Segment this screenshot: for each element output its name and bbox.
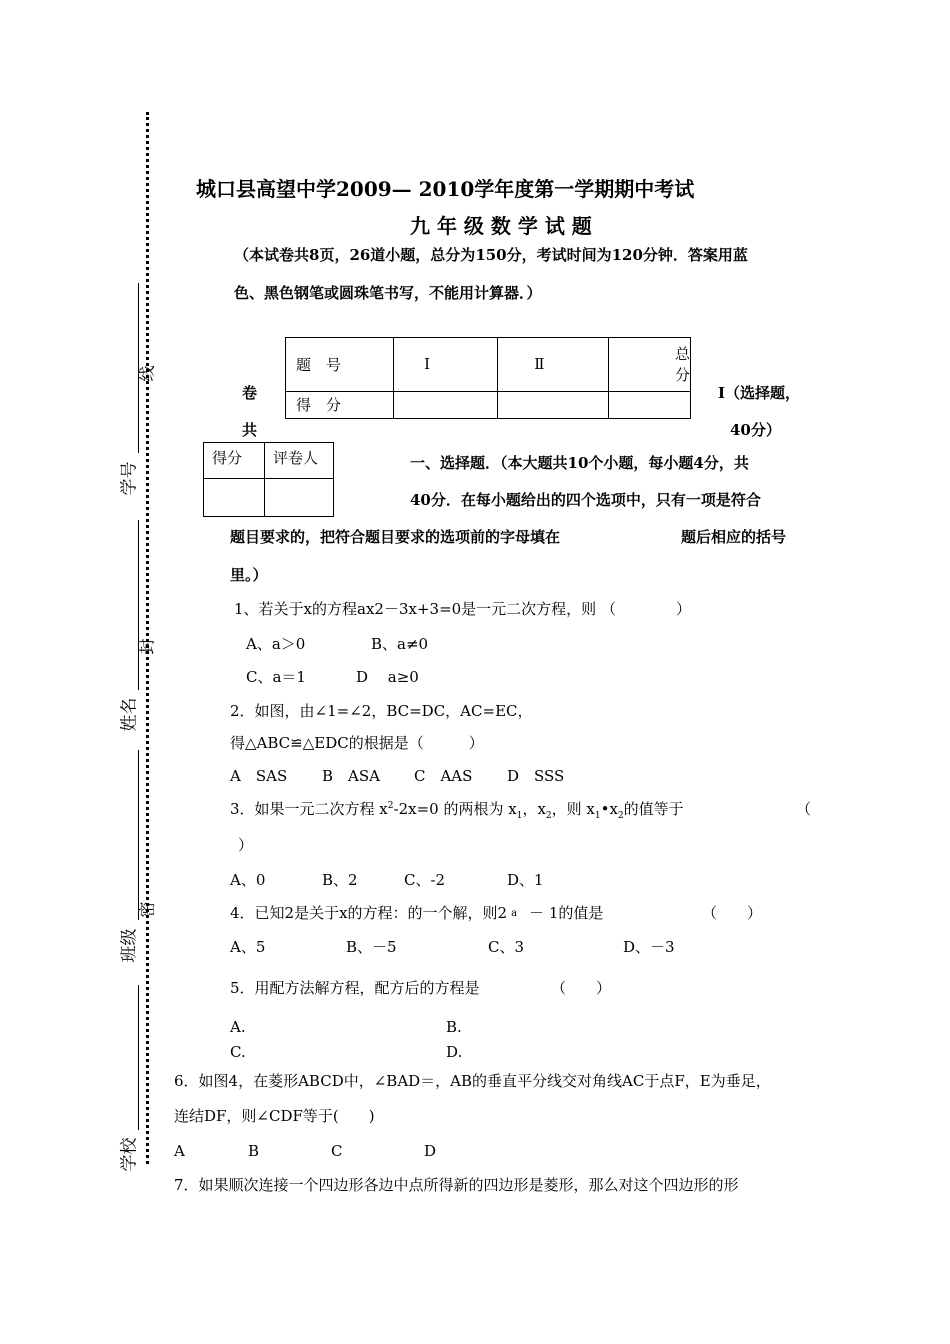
q2-option-a[interactable]: A SAS [230,767,288,785]
gong-char: 共 [242,421,258,439]
q6-option-d[interactable]: D [424,1142,437,1160]
grader-name-label: 评卷人 [265,443,334,479]
q4-paren: （ ） [702,904,763,922]
q4-option-c[interactable]: C、3 [488,938,525,956]
question-6-line2: 连结DF，则∠CDF等于( ) [174,1107,375,1125]
q6-option-c[interactable]: C [331,1142,343,1160]
grader-score-label: 得分 [204,443,265,479]
question-5: 5．用配方法解方程，配方后的方程是 [230,979,480,997]
q1-option-a[interactable]: A、a＞0 [246,635,306,653]
q5-option-c[interactable]: C. [230,1043,246,1061]
q4-option-a[interactable]: A、5 [230,938,266,956]
q4-option-d[interactable]: D、－3 [623,938,675,956]
seal-word-line: 线 [137,365,157,382]
q1-option-b[interactable]: B、a≠0 [371,635,429,653]
q2-option-d[interactable]: D SSS [507,767,565,785]
grader-score-cell[interactable] [204,479,265,517]
question-4: 4．已知2是关于x的方程：的一个解，则2 a － 1的值是 [230,904,604,922]
juan-char: 卷 [242,384,258,402]
q6-option-b[interactable]: B [248,1142,260,1160]
score-table [285,337,691,419]
margin-label-name: 姓名 [119,697,140,732]
section-instruction-line1: 一、选择题．（本大题共10个小题，每小题4分，共 [410,454,749,472]
question-6-line1: 6．如图4，在菱形ABCD中，∠BAD＝，AB的垂直平分线交对角线AC于点F，E为垂足， [174,1072,771,1090]
grader-name-cell[interactable] [265,479,334,517]
class-underline [138,750,139,920]
seal-word-secret: 密 [137,901,157,918]
score-header-total: 总分 [608,338,690,392]
q3-option-c[interactable]: C、-2 [404,871,446,889]
exam-note-line2: 色、黑色钢笔或圆珠笔书写，不能用计算器．） [234,284,542,302]
school-underline [138,985,139,1130]
section-instruction-line3b: 题后相应的括号 [681,528,787,546]
score-cell-total[interactable] [608,391,690,418]
section-instruction-line4: 里。） [230,566,268,584]
score-row-label: 得 分 [286,391,394,418]
seal-word-seal: 封 [137,638,157,655]
q3-option-b[interactable]: B、2 [322,871,358,889]
section-instruction-line2: 40分．在每小题给出的四个选项中，只有一项是符合 [410,491,761,509]
score-cell-part1[interactable] [394,391,498,418]
question-3: 3．如果一元二次方程 $x^2-2x=0$ 的两根为 $x_1$，$x_2$，则 $x_1•x_2$的值等于 [230,800,684,821]
q3-option-a[interactable]: A、0 [230,871,266,889]
q6-option-a[interactable]: A [174,1142,185,1160]
grader-table [203,442,334,517]
margin-label-school: 学校 [119,1137,140,1172]
margin-label-student-id: 学号 [119,461,140,496]
section-instruction-line3a: 题目要求的，把符合题目要求的选项前的字母填在 [230,528,561,546]
question-2-line1: 2．如图，由∠1=∠2，BC=DC，AC=EC， [230,702,533,720]
part-points: 40分） [730,421,781,439]
q1-option-c[interactable]: C、a＝1 [246,668,306,686]
name-underline [138,520,139,690]
q5-paren: （ ） [551,979,612,997]
q3-paren-open: （ [796,800,812,818]
score-cell-part2[interactable] [498,391,609,418]
margin-label-class: 班级 [119,928,140,963]
exam-title: 城口县高望中学2009— 2010学年度第一学期期中考试 [196,177,695,201]
q2-option-c[interactable]: C AAS [414,767,473,785]
q5-option-d[interactable]: D. [446,1043,463,1061]
question-1: 1、若关于x的方程ax2－3x+3=0是一元二次方程，则 （ ） [234,600,691,618]
q3-paren-close: ） [238,836,254,854]
exam-subtitle: 九 年 级 数 学 试 题 [410,214,592,238]
question-7: 7．如果顺次连接一个四边形各边中点所得新的四边形是菱形，那么对这个四边形的形 [174,1176,739,1194]
score-header-part2: Ⅱ [498,338,609,392]
q2-option-b[interactable]: B ASA [322,767,380,785]
question-2-line2: 得△ABC≌△EDC的根据是（ ） [230,734,484,752]
part-label: Ⅰ（选择题， [718,384,801,402]
exam-note-line1: （本试卷共8页，26道小题，总分为150分，考试时间为120分钟．答案用蓝 [234,246,748,264]
q3-option-d[interactable]: D、1 [507,871,544,889]
score-header-part1: Ⅰ [394,338,498,392]
q4-option-b[interactable]: B、－5 [346,938,397,956]
q5-option-a[interactable]: A. [230,1018,246,1036]
score-header-label: 题 号 [286,338,394,392]
q5-option-b[interactable]: B. [446,1018,462,1036]
q1-option-d[interactable]: D a≥0 [356,668,419,686]
